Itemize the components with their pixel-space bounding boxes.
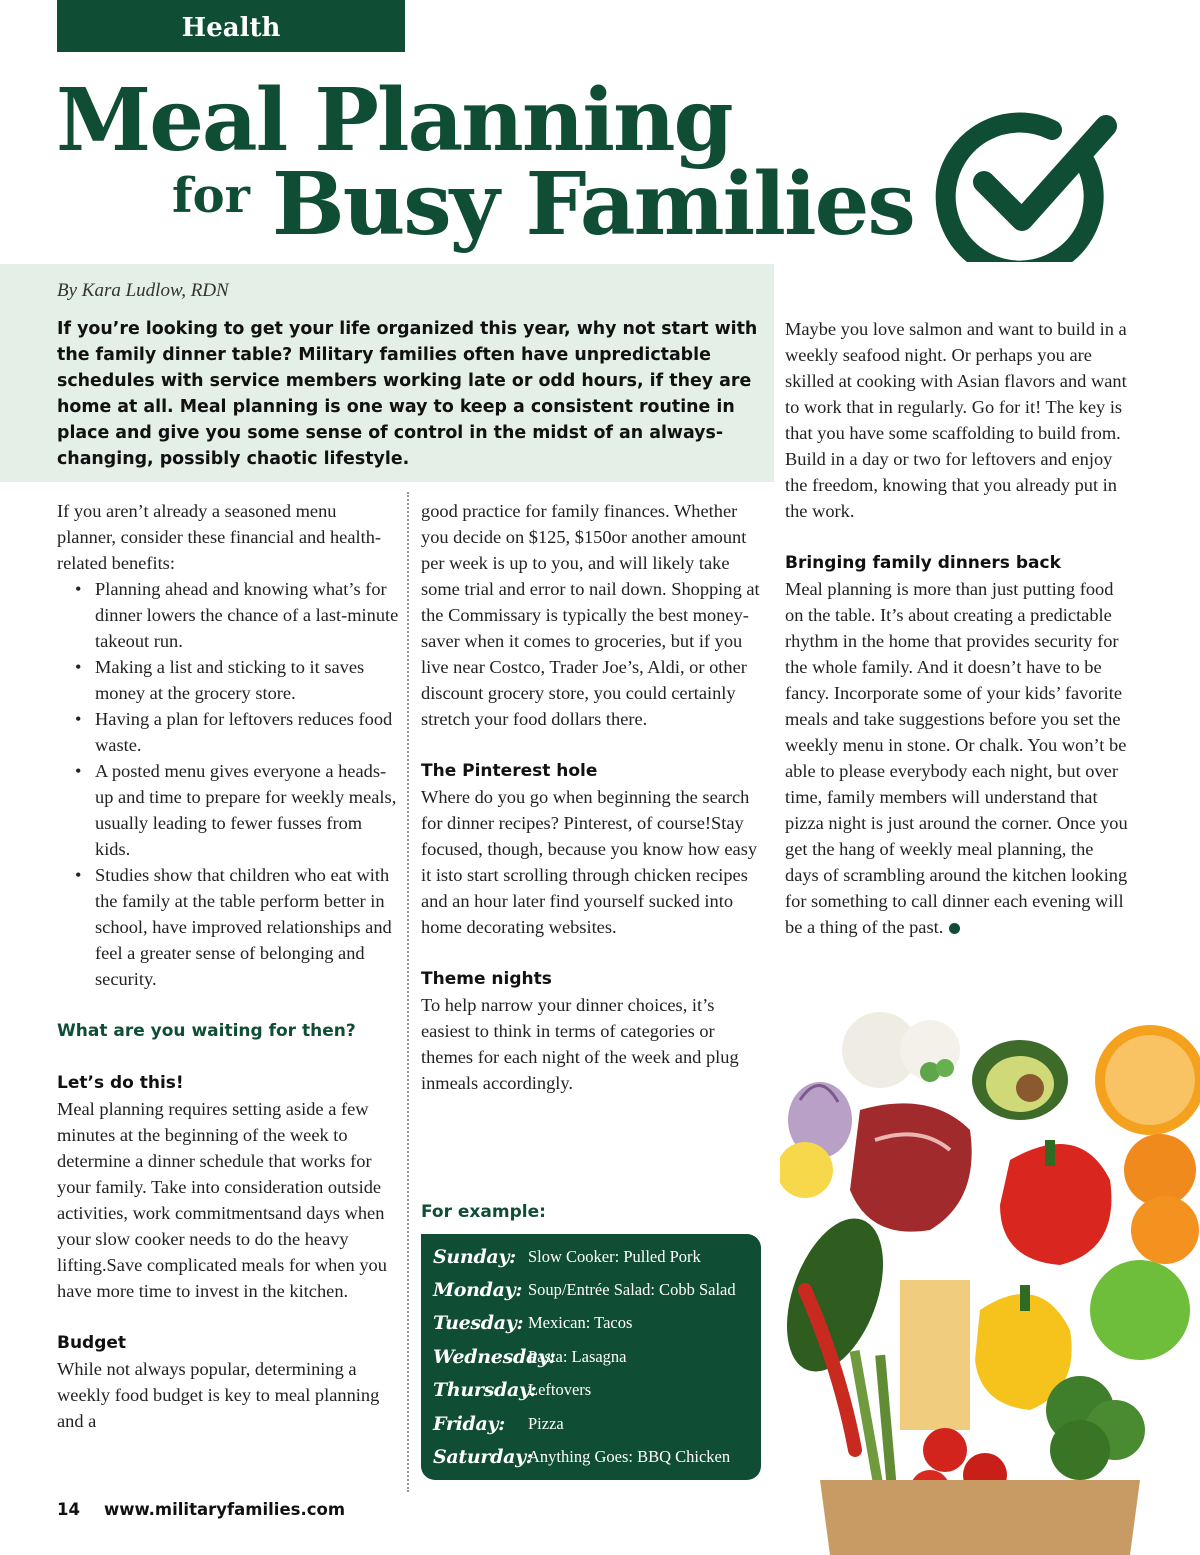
menu-meal: Soup/Entrée Salad: Cobb Salad (528, 1280, 736, 1300)
bringing-dinners-heading: Bringing family dinners back (785, 553, 1061, 573)
theme-nights-heading: Theme nights (421, 969, 552, 989)
pinterest-heading: The Pinterest hole (421, 761, 598, 781)
waiting-heading: What are you waiting for then? (57, 1021, 356, 1041)
lets-do-this-text: Meal planning requires setting aside a few minutes at the beginning of the week to determine a dinner schedule that works for your family. Take into consideration outside activities, work commitmentsand days when your slow cooker needs to do the heavy lifting.Save complicated meals for when you have more time to invest in the kitchen. (57, 1099, 387, 1301)
section-tab: Health (57, 0, 405, 52)
lede-paragraph: If you’re looking to get your life organized this year, why not start with the family dinner table? Military families often have unpredictable schedules with service members working late or odd hours, if they are home at all. Meal planning is one way to keep a consistent routine in place and give you some sense of control in the midst of an always-changing, possibly chaotic lifestyle. (57, 319, 758, 469)
menu-day: Wednesday: (433, 1345, 556, 1368)
menu-row-wednesday (433, 1340, 761, 1373)
menu-day: Friday: (433, 1412, 505, 1435)
theme-nights-text: To help narrow your dinner choices, it’s easiest to think in terms of categories or themes for each night of the week and plug inmeals accordingly. (421, 995, 739, 1093)
budget-heading: Budget (57, 1333, 127, 1353)
vegetables-photo (780, 1010, 1200, 1555)
menu-row-saturday (433, 1440, 761, 1473)
headline-for: for (172, 168, 250, 224)
menu-row-friday (433, 1407, 761, 1440)
end-mark-icon (949, 923, 960, 934)
col1-intro: If you aren’t already a seasoned menu planner, consider these financial and health-related benefits: (57, 501, 382, 573)
page-footer (57, 1500, 345, 1519)
footer-url[interactable]: www.militaryfamilies.com (103, 1500, 346, 1519)
menu-day: Sunday: (433, 1245, 516, 1268)
menu-meal: Slow Cooker: Pulled Pork (528, 1246, 701, 1266)
menu-meal: Anything Goes: BBQ Chicken (528, 1447, 731, 1467)
headline-line-2: Busy Families (272, 154, 914, 255)
bringing-dinners-body: Meal planning is more than just putting food on the table. It’s about creating a predictable rhythm in the home that provides security for the whole family. And it doesn’t have to be fancy. Incorporate some of your kids’ favorite meals and take suggestions before you set the weekly menu in stone. Or chalk. You won’t be able to please everybody each night, but over time, family members will understand that pizza night is just around the corner. Once you get the hang of weekly meal planning, the days of scrambling around the kitchen looking for something to call dinner each evening will be a thing of the past. (785, 579, 1128, 937)
column-1 (57, 498, 399, 1434)
list-item: • Making a list and sticking to it saves money at the grocery store. (95, 654, 399, 706)
list-item: • Having a plan for leftovers reduces food waste. (95, 706, 399, 758)
menu-day: Saturday: (433, 1446, 533, 1469)
salmon-text: Maybe you love salmon and want to build in a weekly seafood night. Or perhaps you are skilled at cooking with Asian flavors and want to work that in regularly. Go for it! The key is that you have some scaffolding to build from. Build in a day or two for leftovers and enjoy the freedom, knowing that you already put in the work. (785, 319, 1127, 521)
menu-row-tuesday (433, 1307, 761, 1340)
column-3 (785, 316, 1130, 940)
checkmark-icon (934, 102, 1124, 262)
column-2 (421, 498, 763, 1096)
list-item: • A posted menu gives everyone a heads-up and time to prepare for weekly meals, usually leading to fewer fusses from kids. (95, 758, 399, 862)
list-item: • Studies show that children who eat with the family at the table perform better in school, have improved relationships and feel a greater sense of belonging and security. (95, 862, 399, 992)
column-divider (407, 492, 409, 1492)
budget-text: While not always popular, determining a weekly food budget is key to meal planning and a (57, 1359, 380, 1431)
menu-day: Monday: (433, 1279, 523, 1302)
example-heading: For example: (421, 1202, 546, 1222)
menu-meal: Pizza (528, 1413, 564, 1433)
pinterest-text: Where do you go when beginning the search for dinner recipes? Pinterest, of course!Stay focused, though, because you know how easy it isto start scrolling through chicken recipes and an hour later find yourself sucked into home decorating websites. (421, 787, 758, 937)
lets-do-this-heading: Let’s do this! (57, 1073, 184, 1093)
bringing-dinners-text (785, 576, 1130, 940)
menu-row-sunday (433, 1240, 761, 1273)
menu-day: Thursday: (433, 1379, 537, 1402)
menu-row-thursday (433, 1374, 761, 1407)
headline-line-1: Meal Planning (56, 70, 732, 171)
weekly-menu-box (421, 1234, 761, 1480)
menu-day: Tuesday: (433, 1312, 524, 1335)
list-item: • Planning ahead and knowing what’s for dinner lowers the chance of a last-minute takeout run. (95, 576, 399, 654)
menu-meal: Leftovers (528, 1380, 592, 1400)
menu-row-monday (433, 1273, 761, 1306)
budget-text-continued: good practice for family finances. Whether you decide on $125, $150or another amount per week is up to you, and will likely take some trial and error to nail down. Shopping at the Commissary is typically the best money-saver when it comes to groceries, but if you live near Costco, Trader Joe’s, Aldi, or other discount grocery store, you could certainly stretch your food dollars there. (421, 501, 760, 729)
menu-meal: Mexican: Tacos (528, 1313, 633, 1333)
page-number: 14 (57, 1500, 80, 1519)
benefits-list (57, 576, 399, 992)
menu-meal: Pasta: Lasagna (528, 1346, 627, 1366)
byline: By Kara Ludlow, RDN (57, 280, 229, 301)
